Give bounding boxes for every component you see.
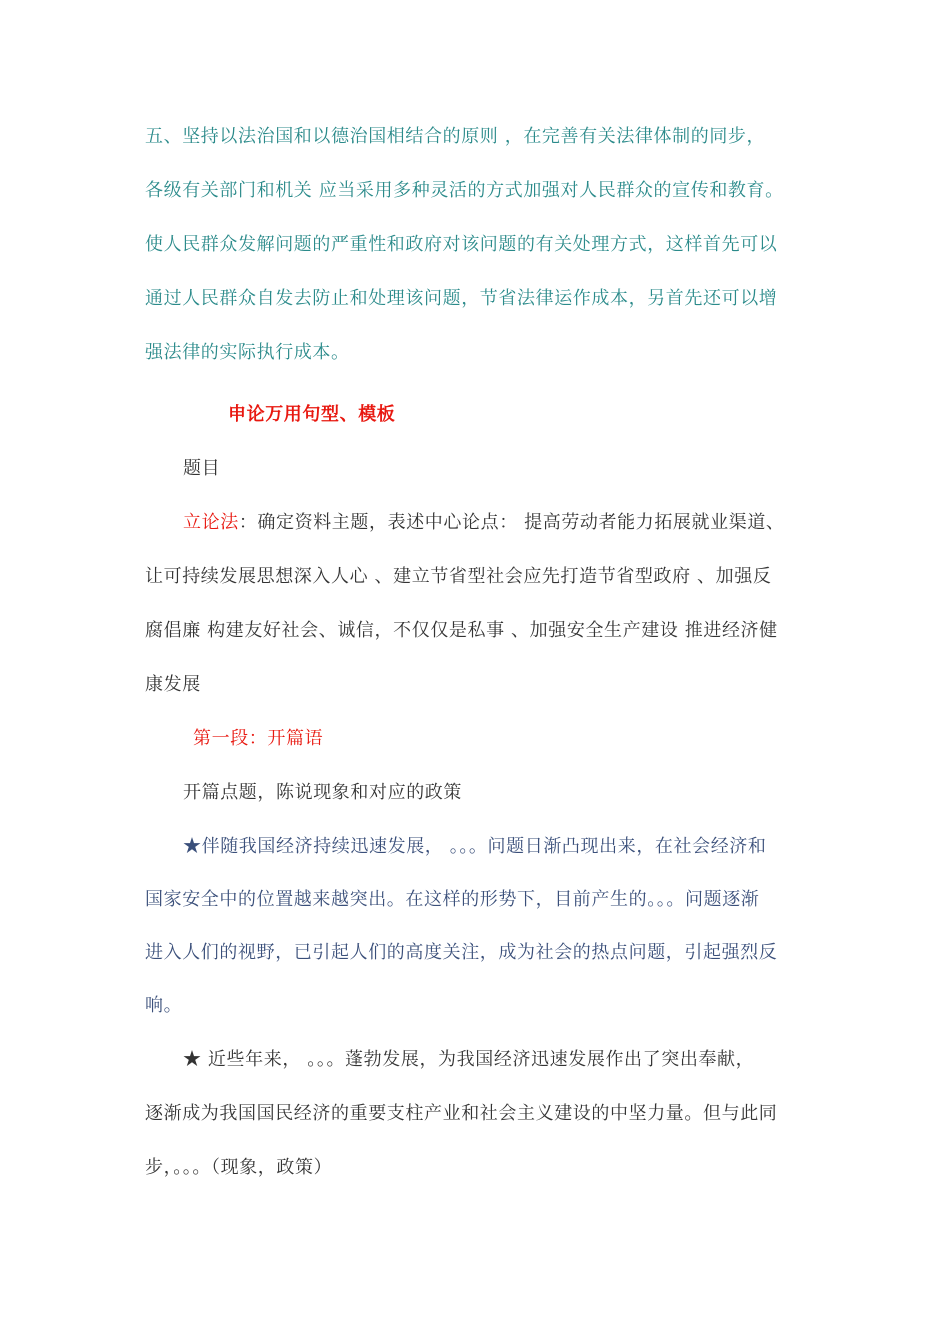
section5-line: 通过人民群众自发去防止和处理该问题，节省法律运作成本，另首先还可以增	[145, 288, 778, 309]
subject-label: 题目	[183, 458, 221, 479]
example2-line: ★ 近些年来， 。。。蓬勃发展，为我国经济迅速发展作出了突出奉献，	[183, 1049, 755, 1070]
lilun-label: 立论法	[183, 512, 239, 533]
para1-heading: 第一段：开篇语	[193, 728, 324, 749]
example1-line: 国家安全中的位置越来越突出。在这样的形势下，目前产生的。。。问题逐渐	[145, 889, 760, 910]
template-title: 申论万用句型、模板	[228, 404, 396, 425]
section5-line: 强法律的实际执行成本。	[145, 342, 350, 363]
example1-line: ★伴随我国经济持续迅速发展， 。。。问题日渐凸现出来，在社会经济和	[183, 836, 767, 857]
para1-subheading: 开篇点题，陈说现象和对应的政策	[183, 782, 462, 803]
lilun-first-line	[183, 511, 785, 535]
example2-line: 步，。。。（现象，政策）	[145, 1157, 333, 1178]
section5-line: 五、坚持以法治国和以德治国相结合的原则 ，在完善有关法律体制的同步，	[145, 126, 766, 147]
lilun-line: 康发展	[145, 674, 201, 695]
lilun-text: ：确定资料主题，表述中心论点： 提高劳动者能力拓展就业渠道、	[238, 512, 785, 533]
section5-line: 各级有关部门和机关 应当采用多种灵活的方式加强对人民群众的宣传和教育。	[145, 180, 784, 201]
lilun-line: 腐倡廉 构建友好社会、诚信，不仅仅是私事 、加强安全生产建设 推进经济健	[145, 620, 778, 641]
example2-line: 逐渐成为我国国民经济的重要支柱产业和社会主义建设的中坚力量。但与此同	[145, 1103, 778, 1124]
example1-line: 响。	[145, 995, 183, 1016]
example1-line: 进入人们的视野，已引起人们的高度关注，成为社会的热点问题，引起强烈反	[145, 942, 778, 963]
section5-line: 使人民群众发解问题的严重性和政府对该问题的有关处理方式，这样首先可以	[145, 234, 778, 255]
lilun-line: 让可持续发展思想深入人心 、建立节省型社会应先打造节省型政府 、加强反	[145, 566, 772, 587]
